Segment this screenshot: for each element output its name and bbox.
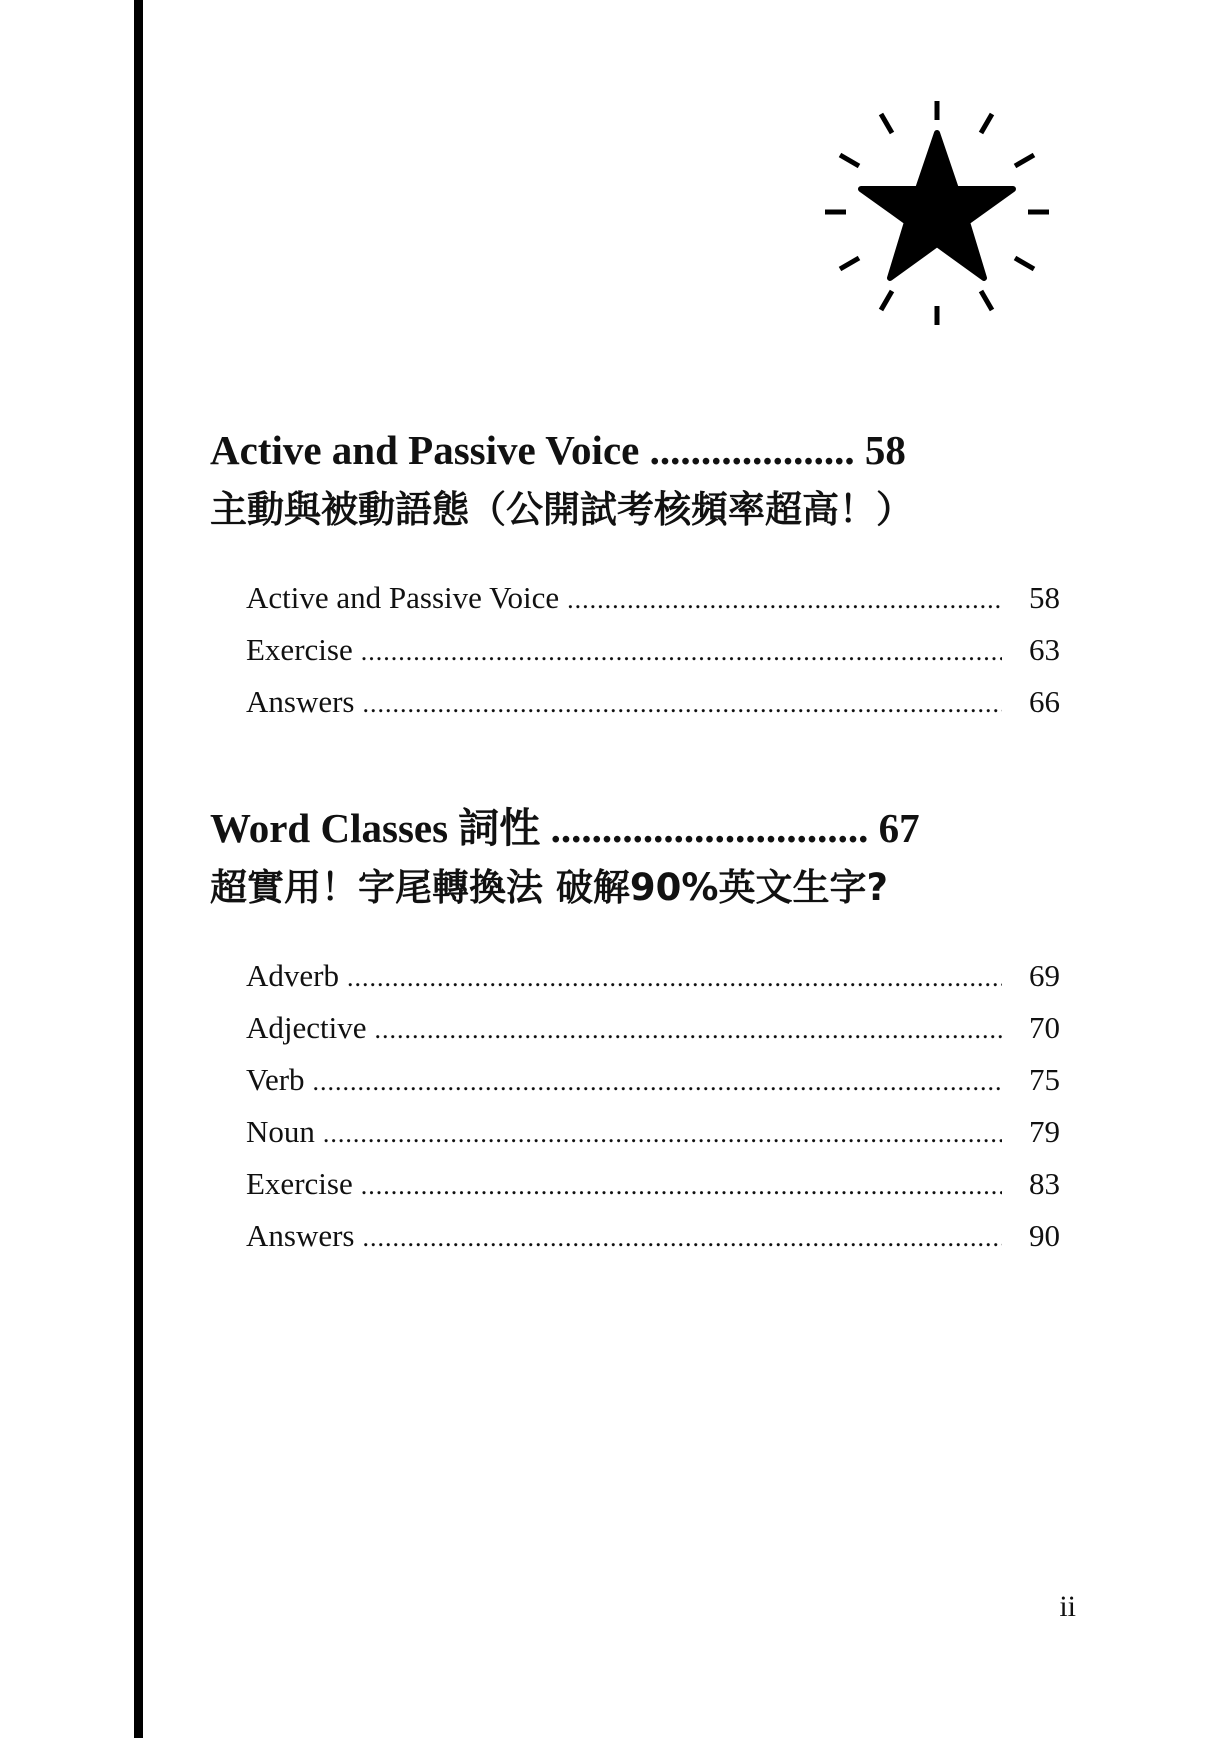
- entry-leader-dots: [567, 574, 1002, 626]
- toc-entry-exercise[interactable]: [246, 624, 1060, 676]
- section-title: Active and Passive Voice: [210, 427, 640, 473]
- star-burst-icon: [820, 95, 1060, 335]
- entry-label: Adjective: [246, 1010, 367, 1045]
- entry-label: Answers: [246, 684, 355, 719]
- entry-leader-dots: [361, 1160, 1002, 1212]
- entry-label: Exercise: [246, 632, 353, 667]
- entry-page-number: 66: [1029, 684, 1060, 719]
- entry-page-number: 79: [1029, 1114, 1060, 1149]
- entry-label: Exercise: [246, 1166, 353, 1201]
- section-page-number: 58: [864, 427, 906, 473]
- toc-entry-answers[interactable]: [246, 1210, 1060, 1262]
- section-leader-dots: ...............................: [550, 805, 869, 851]
- entry-label: Answers: [246, 1218, 355, 1253]
- page-spine-bar: [134, 0, 143, 1738]
- toc-entry-verb[interactable]: [246, 1054, 1060, 1106]
- entry-page-number: 70: [1029, 1010, 1060, 1045]
- toc-entry-answers[interactable]: [246, 676, 1060, 728]
- entry-page-number: 90: [1029, 1218, 1060, 1253]
- entry-leader-dots: [363, 1212, 1003, 1264]
- entry-page-number: 63: [1029, 632, 1060, 667]
- toc-entry-adjective[interactable]: [246, 1002, 1060, 1054]
- entry-page-number: 83: [1029, 1166, 1060, 1201]
- entry-label: Adverb: [246, 958, 339, 993]
- toc-entry-adverb[interactable]: [246, 950, 1060, 1002]
- toc-section-word-classes: [210, 798, 1060, 1262]
- toc-entry-list: [210, 950, 1060, 1262]
- section-page-number: 67: [878, 805, 920, 851]
- entry-label: Active and Passive Voice: [246, 580, 560, 615]
- entry-label: Verb: [246, 1062, 305, 1097]
- section-title: Word Classes 詞性: [210, 805, 541, 851]
- section-heading[interactable]: [210, 420, 1060, 480]
- entry-leader-dots: [323, 1108, 1002, 1160]
- entry-label: Noun: [246, 1114, 315, 1149]
- section-subtitle: 超實用！字尾轉換法 破解90%英文生字?: [210, 866, 888, 909]
- entry-page-number: 58: [1029, 580, 1060, 615]
- toc-entry-list: [210, 572, 1060, 728]
- entry-leader-dots: [347, 952, 1002, 1004]
- section-subtitle: 主動與被動語態（公開試考核頻率超高！）: [210, 488, 913, 531]
- toc-entry-exercise[interactable]: [246, 1158, 1060, 1210]
- page-footer-number: ii: [1059, 1590, 1076, 1623]
- section-heading[interactable]: [210, 798, 1060, 858]
- entry-leader-dots: [363, 678, 1003, 730]
- toc-entry-active-passive-voice[interactable]: [246, 572, 1060, 624]
- entry-leader-dots: [361, 626, 1002, 678]
- entry-leader-dots: [313, 1056, 1002, 1108]
- entry-leader-dots: [375, 1004, 1002, 1056]
- entry-page-number: 75: [1029, 1062, 1060, 1097]
- section-leader-dots: ....................: [649, 427, 855, 473]
- toc-entry-noun[interactable]: [246, 1106, 1060, 1158]
- toc-section-active-passive-voice: [210, 420, 1060, 728]
- entry-page-number: 69: [1029, 958, 1060, 993]
